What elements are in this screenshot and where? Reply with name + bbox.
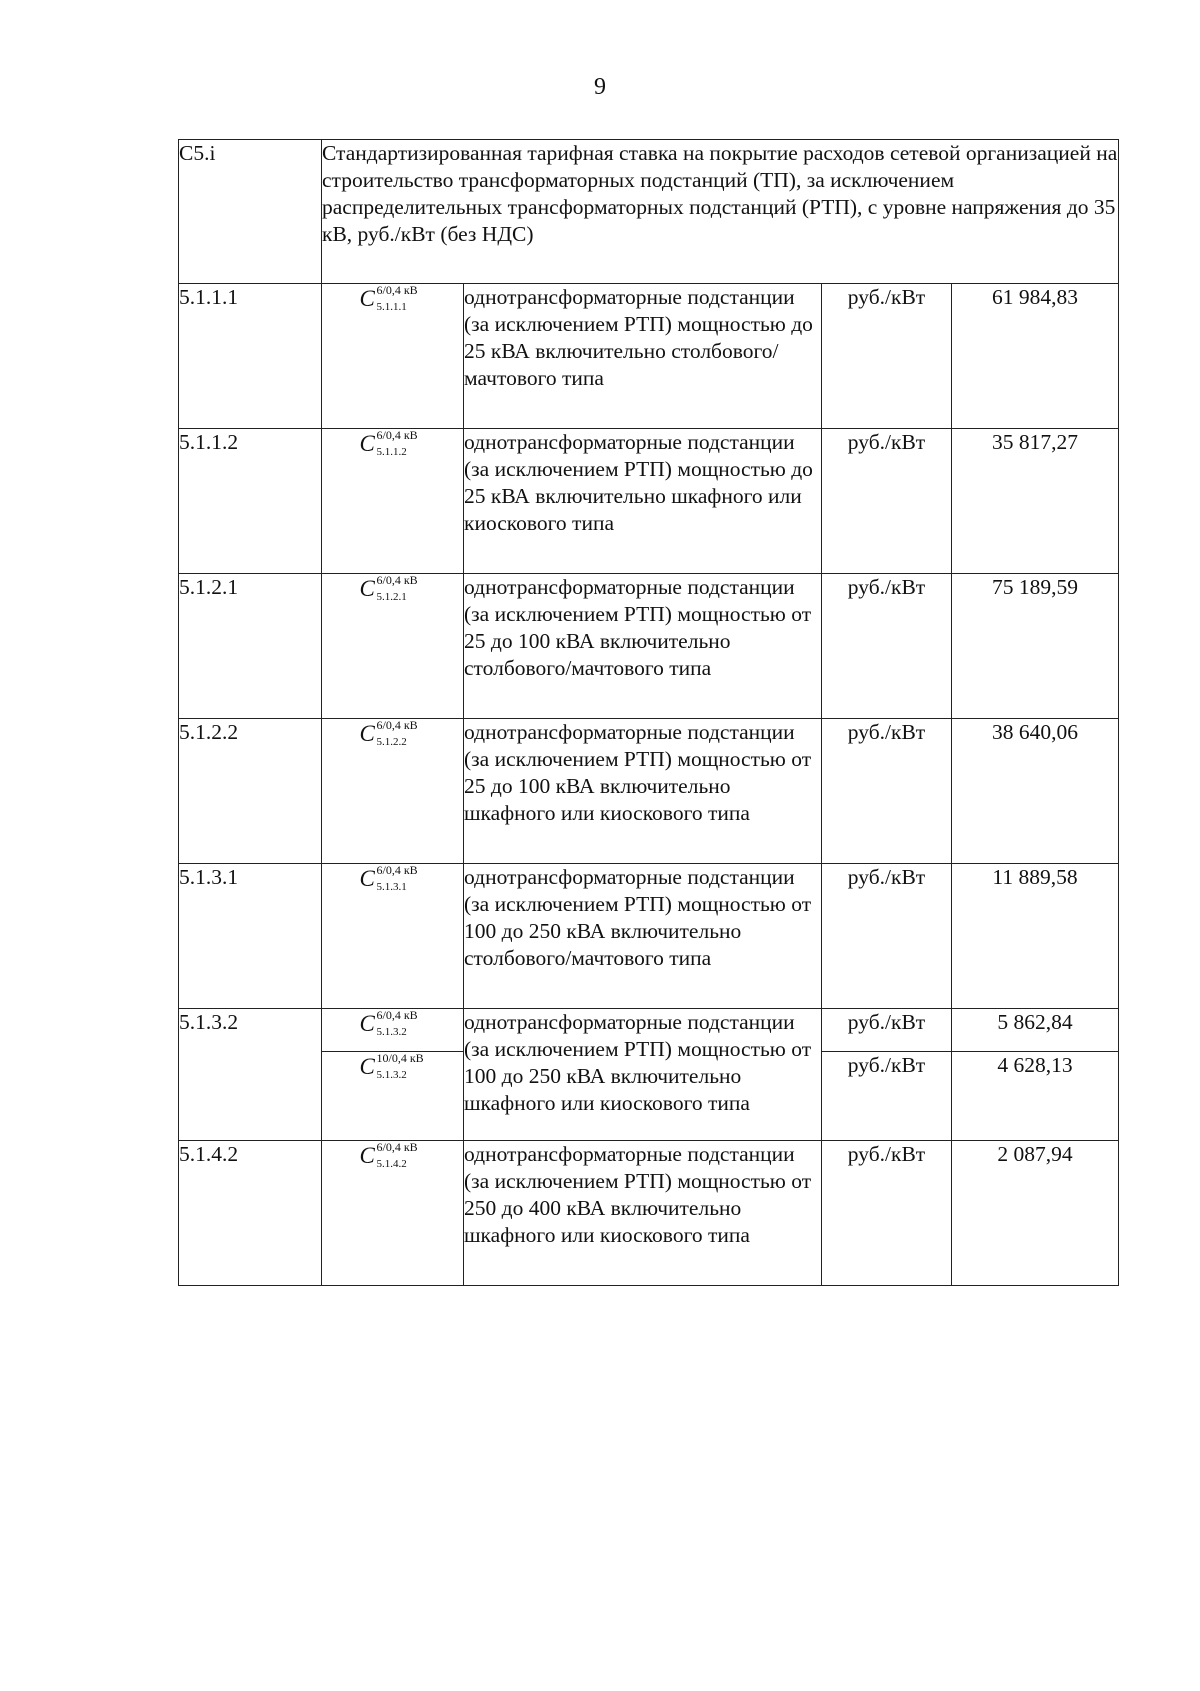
row-value: 11 889,58 — [952, 864, 1119, 1009]
row-value: 5 862,84 — [952, 1009, 1119, 1052]
header-code: С5.i — [179, 140, 322, 284]
rate-formula: C 6/0,4 кВ 5.1.3.1 — [322, 864, 464, 1009]
table-row — [179, 284, 1119, 429]
table-row — [179, 429, 1119, 574]
row-code: 5.1.2.1 — [179, 574, 322, 719]
row-unit: руб./кВт — [822, 864, 952, 1009]
row-value: 4 628,13 — [952, 1052, 1119, 1141]
rate-formula: C 10/0,4 кВ 5.1.3.2 — [322, 1052, 464, 1141]
row-description: однотрансформаторные подстанции (за исключением РТП) мощностью от 100 до 250 кВА включительно шкафного или киоскового типа — [464, 1009, 822, 1141]
page-number: 9 — [594, 74, 606, 100]
row-value: 2 087,94 — [952, 1141, 1119, 1286]
row-description: однотрансформаторные подстанции (за исключением РТП) мощностью от 25 до 100 кВА включительно шкафного или киоскового типа — [464, 719, 822, 864]
row-value: 38 640,06 — [952, 719, 1119, 864]
row-unit: руб./кВт — [822, 429, 952, 574]
row-code: 5.1.3.1 — [179, 864, 322, 1009]
row-code: 5.1.2.2 — [179, 719, 322, 864]
row-description: однотрансформаторные подстанции (за исключением РТП) мощностью до 25 кВА включительно шкафного или киоскового типа — [464, 429, 822, 574]
row-unit: руб./кВт — [822, 284, 952, 429]
row-unit: руб./кВт — [822, 719, 952, 864]
row-unit: руб./кВт — [822, 1009, 952, 1052]
rate-formula: C 6/0,4 кВ 5.1.1.1 — [322, 284, 464, 429]
row-unit: руб./кВт — [822, 574, 952, 719]
rate-formula: C 6/0,4 кВ 5.1.2.1 — [322, 574, 464, 719]
rate-formula: C 6/0,4 кВ 5.1.2.2 — [322, 719, 464, 864]
table-row — [179, 1009, 1119, 1052]
row-description: однотрансформаторные подстанции (за исключением РТП) мощностью от 25 до 100 кВА включительно столбового/мачтового типа — [464, 574, 822, 719]
row-code: 5.1.4.2 — [179, 1141, 322, 1286]
row-value: 35 817,27 — [952, 429, 1119, 574]
rate-formula: C 6/0,4 кВ 5.1.1.2 — [322, 429, 464, 574]
row-value: 75 189,59 — [952, 574, 1119, 719]
row-unit: руб./кВт — [822, 1141, 952, 1286]
row-code: 5.1.1.2 — [179, 429, 322, 574]
tariff-table — [178, 139, 1119, 1286]
table-row — [179, 864, 1119, 1009]
row-value: 61 984,83 — [952, 284, 1119, 429]
table-row — [179, 719, 1119, 864]
row-code: 5.1.1.1 — [179, 284, 322, 429]
table-row — [179, 574, 1119, 719]
row-description: однотрансформаторные подстанции (за исключением РТП) мощностью до 25 кВА включительно столбового/мачтового типа — [464, 284, 822, 429]
table-header-row — [179, 140, 1119, 284]
row-description: однотрансформаторные подстанции (за исключением РТП) мощностью от 250 до 400 кВА включительно шкафного или киоскового типа — [464, 1141, 822, 1286]
rate-formula: C 6/0,4 кВ 5.1.3.2 — [322, 1009, 464, 1052]
row-code: 5.1.3.2 — [179, 1009, 322, 1141]
row-unit: руб./кВт — [822, 1052, 952, 1141]
header-title: Стандартизированная тарифная ставка на покрытие расходов сетевой организацией на строительство трансформаторных подстанций (ТП), за исключением распределительных трансформаторных подстанций (РТП), с уровне напряжения до 35 кВ, руб./кВт (без НДС) — [322, 140, 1119, 284]
row-description: однотрансформаторные подстанции (за исключением РТП) мощностью от 100 до 250 кВА включительно столбового/мачтового типа — [464, 864, 822, 1009]
rate-formula: C 6/0,4 кВ 5.1.4.2 — [322, 1141, 464, 1286]
table-row — [179, 1141, 1119, 1286]
